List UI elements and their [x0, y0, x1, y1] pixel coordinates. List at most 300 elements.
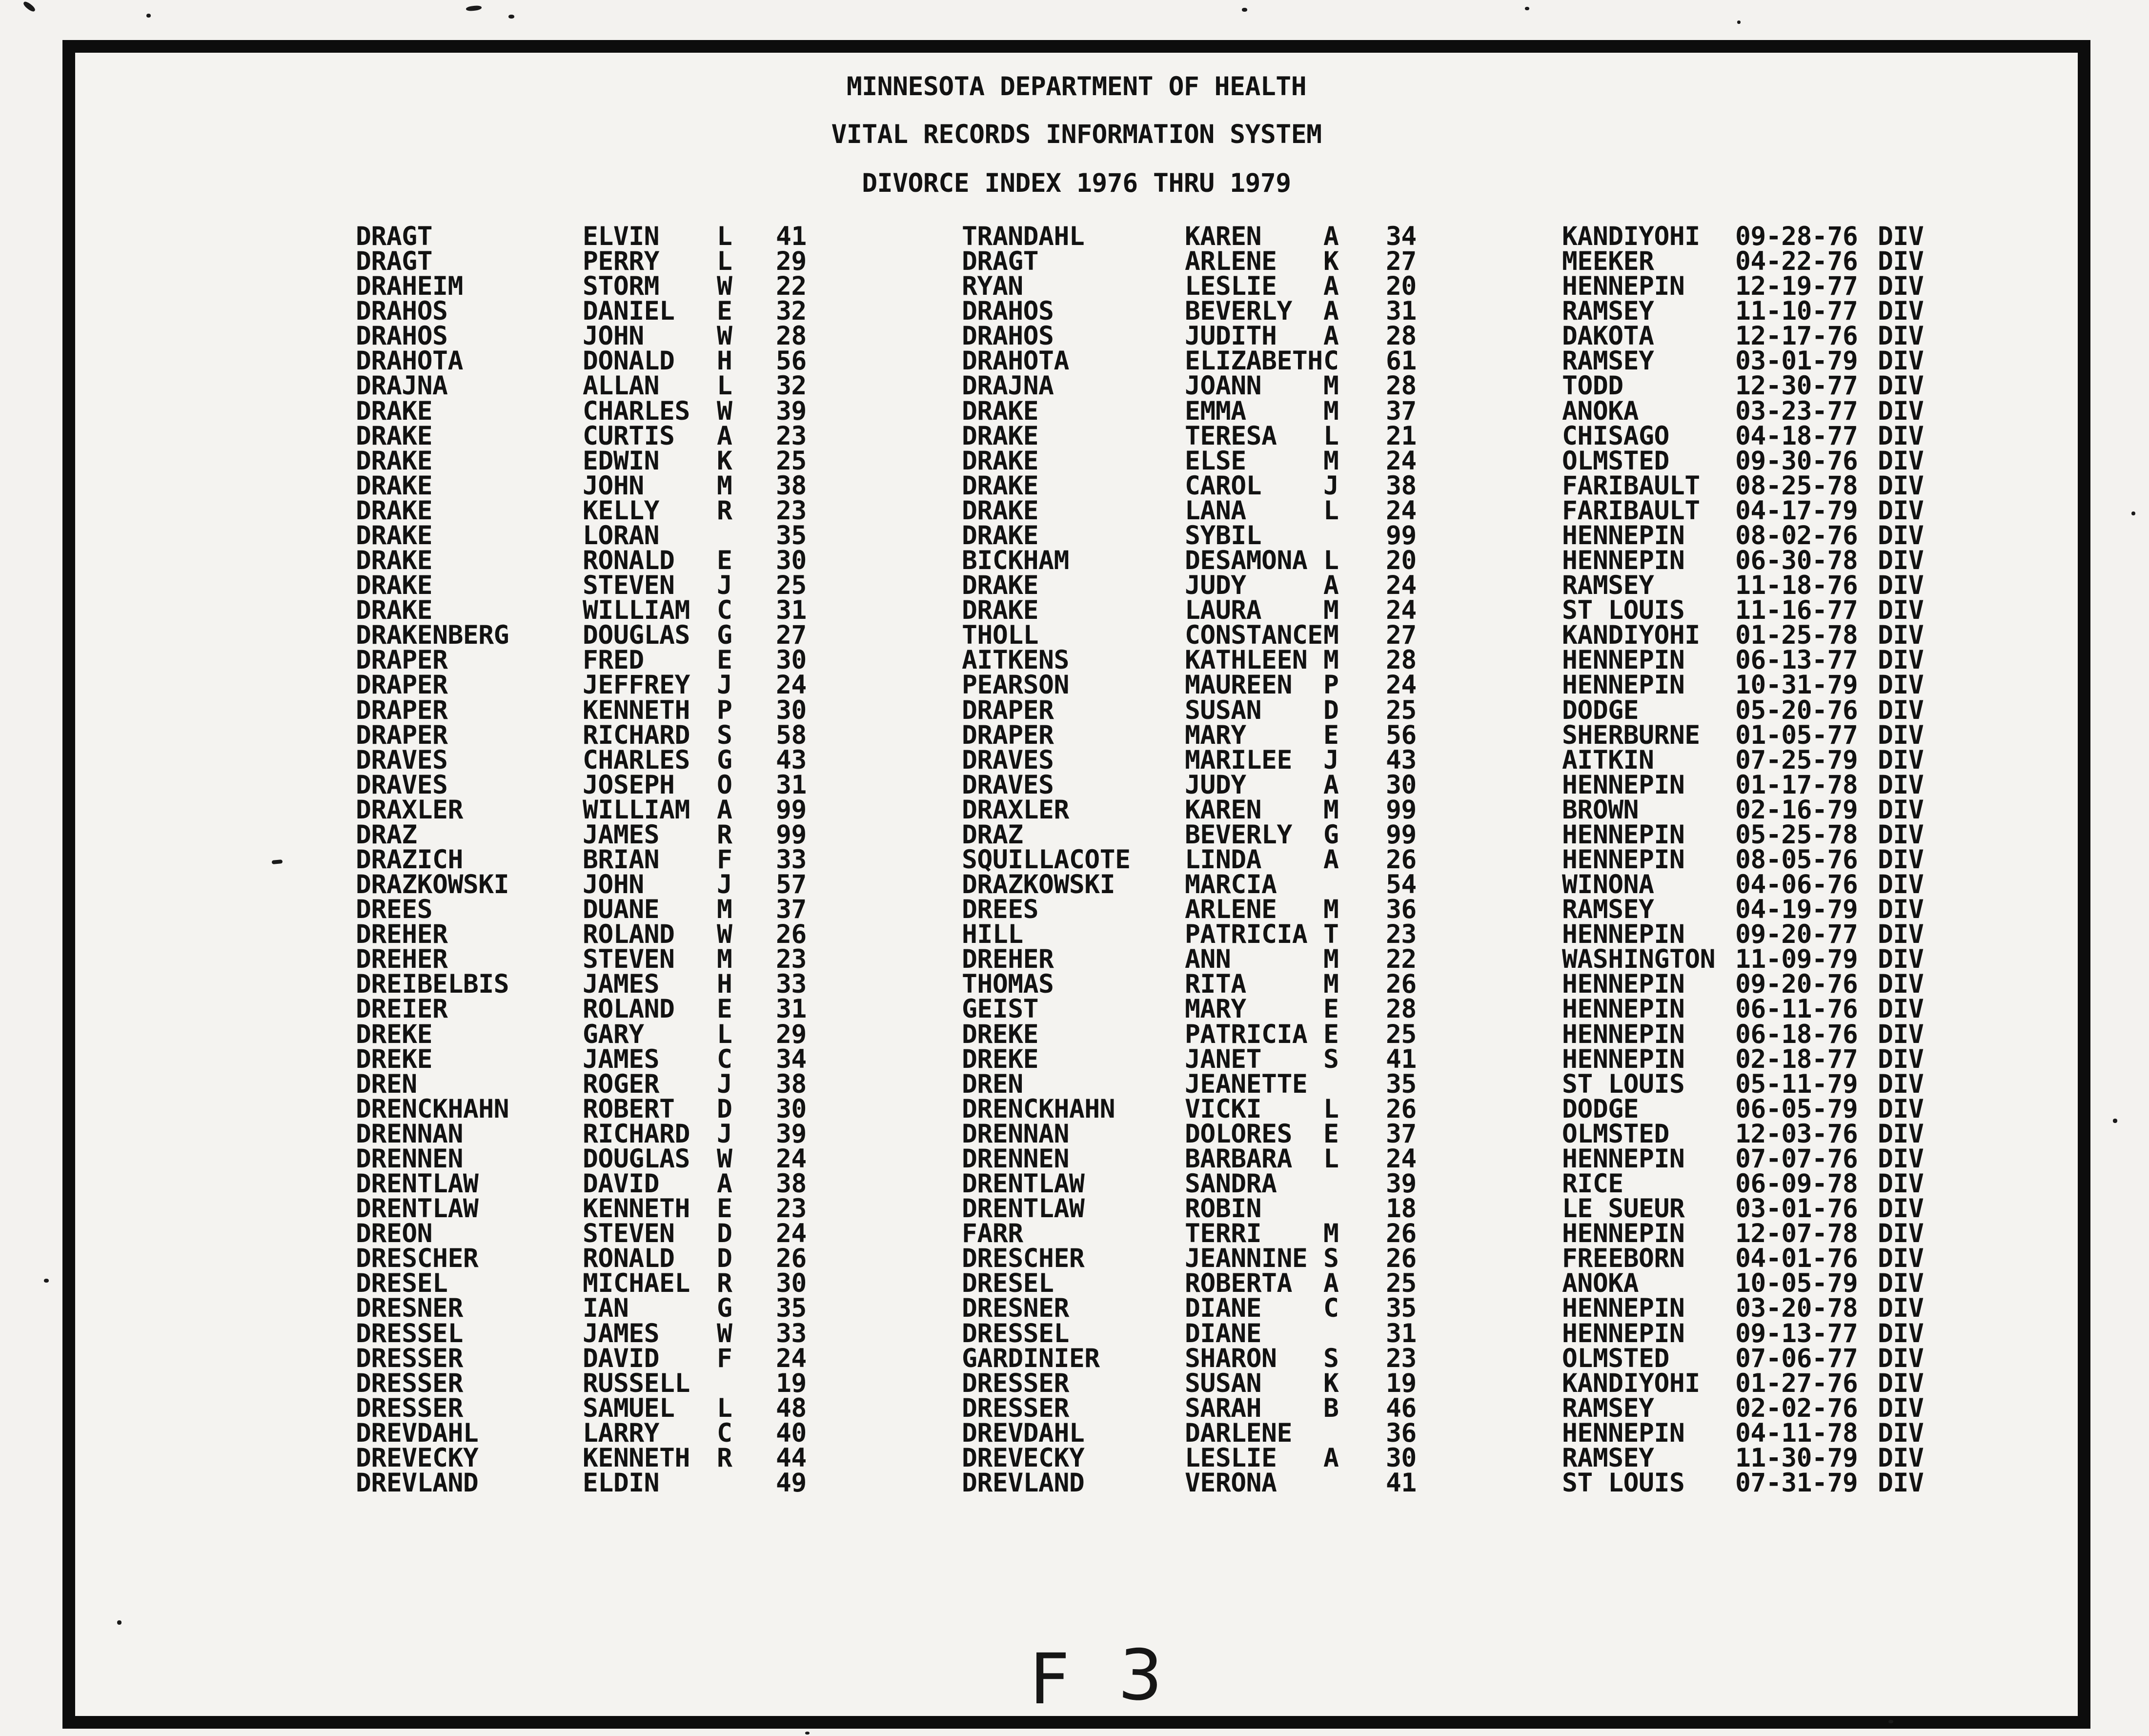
cell-surname: DRESSER: [356, 1393, 463, 1423]
cell-county: RAMSEY: [1562, 895, 1654, 924]
cell-spouse-given-name: KAREN: [1185, 795, 1262, 825]
cell-record-type: DIV: [1878, 595, 1924, 625]
table-row: [0, 770, 2149, 800]
cell-surname: DRESCHER: [356, 1244, 479, 1273]
cell-middle-initial: R: [717, 1268, 732, 1298]
cell-middle-initial: L: [717, 371, 732, 401]
cell-age: 30: [776, 1094, 807, 1124]
cell-county: RICE: [1562, 1169, 1623, 1199]
cell-middle-initial: R: [717, 1443, 732, 1473]
cell-surname: DRAKE: [356, 521, 433, 551]
cell-middle-initial: M: [717, 471, 732, 501]
cell-county: BROWN: [1562, 795, 1639, 825]
cell-spouse-given-name: KAREN: [1185, 222, 1262, 251]
cell-spouse-given-name: DARLENE: [1185, 1418, 1292, 1448]
cell-spouse-given-name: SUSAN: [1185, 695, 1262, 725]
cell-county: HENNEPIN: [1562, 1144, 1685, 1174]
cell-middle-initial: J: [717, 670, 732, 700]
cell-spouse-middle-initial: M: [1323, 1219, 1339, 1248]
cell-middle-initial: E: [717, 645, 732, 675]
cell-given-name: PERRY: [583, 246, 660, 276]
table-row: [0, 1470, 2149, 1496]
cell-spouse-surname: DREN: [962, 1069, 1023, 1099]
cell-spouse-surname: DRENTLAW: [962, 1169, 1085, 1199]
cell-given-name: FRED: [583, 645, 644, 675]
scan-speck: [117, 1620, 122, 1625]
cell-record-type: DIV: [1878, 1219, 1924, 1248]
cell-spouse-given-name: BEVERLY: [1185, 820, 1292, 850]
cell-decree-date: 12-07-78: [1735, 1219, 1858, 1248]
cell-decree-date: 08-25-78: [1735, 471, 1858, 501]
cell-given-name: STEVEN: [583, 571, 675, 600]
cell-spouse-age: 24: [1386, 670, 1417, 700]
cell-spouse-given-name: JUDY: [1185, 770, 1246, 800]
cell-spouse-middle-initial: A: [1323, 321, 1339, 351]
cell-county: HENNEPIN: [1562, 1418, 1685, 1448]
cell-decree-date: 05-11-79: [1735, 1069, 1858, 1099]
cell-spouse-age: 36: [1386, 1418, 1417, 1448]
cell-age: 24: [776, 1344, 807, 1373]
cell-decree-date: 02-02-76: [1735, 1393, 1858, 1423]
cell-given-name: ELDIN: [583, 1468, 660, 1498]
cell-record-type: DIV: [1878, 1293, 1924, 1323]
cell-decree-date: 01-27-76: [1735, 1368, 1858, 1398]
cell-middle-initial: A: [717, 795, 732, 825]
cell-spouse-given-name: VICKI: [1185, 1094, 1262, 1124]
cell-spouse-surname: PEARSON: [962, 670, 1069, 700]
scan-speck: [44, 1279, 49, 1283]
cell-decree-date: 12-19-77: [1735, 271, 1858, 301]
cell-middle-initial: C: [717, 1044, 732, 1074]
cell-given-name: DAVID: [583, 1344, 660, 1373]
cell-decree-date: 08-02-76: [1735, 521, 1858, 551]
cell-record-type: DIV: [1878, 994, 1924, 1024]
table-row: [0, 1221, 2149, 1246]
cell-spouse-surname: DRAJNA: [962, 371, 1054, 401]
cell-spouse-middle-initial: M: [1323, 595, 1339, 625]
cell-decree-date: 12-03-76: [1735, 1119, 1858, 1149]
cell-spouse-age: 38: [1386, 471, 1417, 501]
cell-spouse-surname: HILL: [962, 919, 1023, 949]
cell-spouse-age: 28: [1386, 994, 1417, 1024]
cell-spouse-middle-initial: A: [1323, 271, 1339, 301]
cell-age: 40: [776, 1418, 807, 1448]
cell-spouse-surname: DRAZ: [962, 820, 1023, 850]
cell-record-type: DIV: [1878, 346, 1924, 376]
cell-spouse-middle-initial: E: [1323, 720, 1339, 750]
cell-spouse-age: 26: [1386, 845, 1417, 875]
cell-county: OLMSTED: [1562, 1119, 1669, 1149]
cell-spouse-age: 27: [1386, 246, 1417, 276]
cell-record-type: DIV: [1878, 1418, 1924, 1448]
table-row: [0, 919, 2149, 949]
cell-age: 23: [776, 944, 807, 974]
cell-record-type: DIV: [1878, 820, 1924, 850]
cell-age: 30: [776, 1268, 807, 1298]
table-row: [0, 421, 2149, 451]
cell-record-type: DIV: [1878, 1194, 1924, 1224]
cell-spouse-given-name: ROBERTA: [1185, 1268, 1292, 1298]
cell-record-type: DIV: [1878, 371, 1924, 401]
cell-age: 25: [776, 571, 807, 600]
cell-record-type: DIV: [1878, 496, 1924, 526]
cell-given-name: RUSSELL: [583, 1368, 690, 1398]
cell-spouse-age: 37: [1386, 1119, 1417, 1149]
cell-county: KANDIYOHI: [1562, 620, 1700, 650]
cell-given-name: WILLIAM: [583, 595, 690, 625]
cell-spouse-given-name: ARLENE: [1185, 246, 1277, 276]
cell-spouse-given-name: LINDA: [1185, 845, 1262, 875]
cell-spouse-middle-initial: L: [1323, 546, 1339, 575]
cell-given-name: EDWIN: [583, 446, 660, 476]
cell-spouse-age: 26: [1386, 1094, 1417, 1124]
cell-middle-initial: H: [717, 969, 732, 999]
cell-spouse-given-name: CONSTANCE: [1185, 620, 1323, 650]
cell-middle-initial: R: [717, 496, 732, 526]
cell-given-name: DAVID: [583, 1169, 660, 1199]
cell-spouse-middle-initial: K: [1323, 1368, 1339, 1398]
cell-spouse-age: 18: [1386, 1194, 1417, 1224]
cell-given-name: MICHAEL: [583, 1268, 690, 1298]
cell-surname: DREVECKY: [356, 1443, 479, 1473]
cell-county: DODGE: [1562, 695, 1639, 725]
cell-middle-initial: W: [717, 1144, 732, 1174]
cell-county: HENNEPIN: [1562, 845, 1685, 875]
cell-middle-initial: H: [717, 346, 732, 376]
cell-middle-initial: W: [717, 321, 732, 351]
cell-given-name: DOUGLAS: [583, 620, 690, 650]
cell-county: TODD: [1562, 371, 1623, 401]
cell-spouse-surname: DRESEL: [962, 1268, 1054, 1298]
cell-spouse-middle-initial: E: [1323, 1020, 1339, 1049]
table-row: [0, 670, 2149, 700]
cell-given-name: JAMES: [583, 1319, 660, 1348]
cell-given-name: STEVEN: [583, 944, 675, 974]
cell-decree-date: 07-06-77: [1735, 1344, 1858, 1373]
cell-decree-date: 07-07-76: [1735, 1144, 1858, 1174]
table-row: [0, 523, 2149, 549]
cell-county: HENNEPIN: [1562, 1319, 1685, 1348]
cell-spouse-age: 24: [1386, 496, 1417, 526]
cell-spouse-middle-initial: P: [1323, 670, 1339, 700]
cell-county: KANDIYOHI: [1562, 222, 1700, 251]
cell-spouse-age: 56: [1386, 720, 1417, 750]
cell-spouse-surname: DRAVES: [962, 745, 1054, 775]
cell-spouse-given-name: TERRI: [1185, 1219, 1262, 1248]
cell-surname: DRAZKOWSKI: [356, 870, 509, 899]
cell-given-name: IAN: [583, 1293, 629, 1323]
cell-decree-date: 04-22-76: [1735, 246, 1858, 276]
cell-record-type: DIV: [1878, 1169, 1924, 1199]
scan-speck: [2131, 511, 2135, 515]
cell-given-name: KENNETH: [583, 1194, 690, 1224]
cell-surname: DRAKE: [356, 421, 433, 451]
cell-middle-initial: J: [717, 1069, 732, 1099]
cell-age: 25: [776, 446, 807, 476]
cell-surname: DRAGT: [356, 246, 433, 276]
cell-record-type: DIV: [1878, 1094, 1924, 1124]
cell-record-type: DIV: [1878, 271, 1924, 301]
cell-middle-initial: M: [717, 944, 732, 974]
cell-given-name: KENNETH: [583, 695, 690, 725]
cell-spouse-age: 24: [1386, 571, 1417, 600]
cell-spouse-surname: DREES: [962, 895, 1039, 924]
cell-decree-date: 09-20-77: [1735, 919, 1858, 949]
table-row: [0, 897, 2149, 922]
cell-spouse-surname: DRESSER: [962, 1368, 1069, 1398]
cell-age: 99: [776, 795, 807, 825]
cell-spouse-age: 61: [1386, 346, 1417, 376]
cell-spouse-surname: DRAHOTA: [962, 346, 1069, 376]
scan-speck: [2113, 1119, 2117, 1123]
cell-spouse-middle-initial: M: [1323, 969, 1339, 999]
cell-spouse-given-name: DESAMONA: [1185, 546, 1308, 575]
cell-surname: DRAVES: [356, 745, 448, 775]
cell-spouse-given-name: MARILEE: [1185, 745, 1292, 775]
cell-given-name: ROLAND: [583, 919, 675, 949]
cell-given-name: JOSEPH: [583, 770, 675, 800]
cell-record-type: DIV: [1878, 1244, 1924, 1273]
cell-spouse-middle-initial: S: [1323, 1344, 1339, 1373]
cell-spouse-surname: FARR: [962, 1219, 1023, 1248]
cell-age: 58: [776, 720, 807, 750]
cell-county: FARIBAULT: [1562, 496, 1700, 526]
cell-middle-initial: G: [717, 620, 732, 650]
cell-record-type: DIV: [1878, 521, 1924, 551]
cell-spouse-middle-initial: M: [1323, 645, 1339, 675]
cell-record-type: DIV: [1878, 845, 1924, 875]
cell-county: DODGE: [1562, 1094, 1639, 1124]
cell-spouse-age: 39: [1386, 1169, 1417, 1199]
cell-spouse-middle-initial: E: [1323, 1119, 1339, 1149]
cell-age: 30: [776, 645, 807, 675]
table-row: [0, 296, 2149, 326]
cell-spouse-given-name: JEANNINE: [1185, 1244, 1308, 1273]
table-row: [0, 1196, 2149, 1222]
table-row: [0, 1443, 2149, 1473]
cell-surname: DREON: [356, 1219, 433, 1248]
cell-age: 26: [776, 1244, 807, 1273]
cell-county: HENNEPIN: [1562, 645, 1685, 675]
cell-spouse-surname: DRESCHER: [962, 1244, 1085, 1273]
table-row: [0, 822, 2149, 848]
cell-record-type: DIV: [1878, 1393, 1924, 1423]
cell-surname: DRESSER: [356, 1368, 463, 1398]
cell-spouse-given-name: PATRICIA: [1185, 1020, 1308, 1049]
cell-given-name: JAMES: [583, 820, 660, 850]
cell-spouse-age: 34: [1386, 222, 1417, 251]
cell-spouse-age: 99: [1386, 795, 1417, 825]
table-row: [0, 745, 2149, 775]
cell-decree-date: 10-05-79: [1735, 1268, 1858, 1298]
cell-decree-date: 11-09-79: [1735, 944, 1858, 974]
cell-record-type: DIV: [1878, 795, 1924, 825]
cell-decree-date: 12-17-76: [1735, 321, 1858, 351]
cell-spouse-surname: DRAPER: [962, 720, 1054, 750]
cell-spouse-surname: DRAPER: [962, 695, 1054, 725]
cell-record-type: DIV: [1878, 246, 1924, 276]
cell-record-type: DIV: [1878, 670, 1924, 700]
cell-spouse-middle-initial: A: [1323, 770, 1339, 800]
cell-decree-date: 11-18-76: [1735, 571, 1858, 600]
cell-spouse-age: 23: [1386, 919, 1417, 949]
cell-spouse-middle-initial: C: [1323, 346, 1339, 376]
cell-record-type: DIV: [1878, 296, 1924, 326]
cell-decree-date: 04-06-76: [1735, 870, 1858, 899]
table-row: [0, 473, 2149, 499]
cell-county: RAMSEY: [1562, 1393, 1654, 1423]
cell-county: HENNEPIN: [1562, 770, 1685, 800]
cell-spouse-middle-initial: M: [1323, 795, 1339, 825]
cell-record-type: DIV: [1878, 1119, 1924, 1149]
cell-given-name: LARRY: [583, 1418, 660, 1448]
cell-record-type: DIV: [1878, 1468, 1924, 1498]
cell-spouse-age: 99: [1386, 820, 1417, 850]
document-title-line1: MINNESOTA DEPARTMENT OF HEALTH: [846, 72, 1307, 102]
cell-middle-initial: D: [717, 1244, 732, 1273]
cell-age: 26: [776, 919, 807, 949]
cell-spouse-given-name: ANN: [1185, 944, 1231, 974]
cell-decree-date: 10-31-79: [1735, 670, 1858, 700]
cell-spouse-age: 41: [1386, 1468, 1417, 1498]
cell-spouse-given-name: KATHLEEN: [1185, 645, 1308, 675]
cell-decree-date: 07-25-79: [1735, 745, 1858, 775]
cell-decree-date: 09-28-76: [1735, 222, 1858, 251]
cell-spouse-middle-initial: A: [1323, 222, 1339, 251]
cell-record-type: DIV: [1878, 919, 1924, 949]
cell-surname: DRAPER: [356, 720, 448, 750]
cell-spouse-surname: DRAVES: [962, 770, 1054, 800]
table-row: [0, 271, 2149, 301]
cell-surname: DRAHOS: [356, 321, 448, 351]
scan-speck: [508, 15, 514, 19]
scan-speck: [1242, 8, 1247, 12]
cell-spouse-surname: DREVECKY: [962, 1443, 1085, 1473]
cell-age: 37: [776, 895, 807, 924]
cell-decree-date: 03-23-77: [1735, 396, 1858, 426]
cell-county: HENNEPIN: [1562, 1020, 1685, 1049]
cell-surname: DRAGT: [356, 222, 433, 251]
cell-spouse-given-name: MAUREEN: [1185, 670, 1292, 700]
cell-record-type: DIV: [1878, 1020, 1924, 1049]
cell-spouse-given-name: SANDRA: [1185, 1169, 1277, 1199]
cell-record-type: DIV: [1878, 571, 1924, 600]
cell-decree-date: 06-11-76: [1735, 994, 1858, 1024]
cell-decree-date: 01-05-77: [1735, 720, 1858, 750]
cell-spouse-given-name: BARBARA: [1185, 1144, 1292, 1174]
cell-age: 30: [776, 546, 807, 575]
cell-middle-initial: W: [717, 919, 732, 949]
cell-surname: DREKE: [356, 1044, 433, 1074]
handwritten-page-mark: [1025, 1634, 1220, 1720]
cell-spouse-age: 28: [1386, 321, 1417, 351]
cell-spouse-surname: DRENCKHAHN: [962, 1094, 1115, 1124]
cell-record-type: DIV: [1878, 969, 1924, 999]
cell-age: 32: [776, 371, 807, 401]
cell-spouse-surname: DRAZKOWSKI: [962, 870, 1115, 899]
cell-surname: DREES: [356, 895, 433, 924]
cell-spouse-surname: GEIST: [962, 994, 1039, 1024]
cell-surname: DRAZ: [356, 820, 417, 850]
cell-surname: DRAZICH: [356, 845, 463, 875]
cell-spouse-given-name: ROBIN: [1185, 1194, 1262, 1224]
cell-surname: DRAHOTA: [356, 346, 463, 376]
cell-surname: DRAKE: [356, 546, 433, 575]
cell-spouse-middle-initial: E: [1323, 994, 1339, 1024]
cell-county: HENNEPIN: [1562, 670, 1685, 700]
cell-age: 56: [776, 346, 807, 376]
cell-record-type: DIV: [1878, 1069, 1924, 1099]
cell-age: 35: [776, 1293, 807, 1323]
table-row: [0, 595, 2149, 625]
cell-surname: DRAKENBERG: [356, 620, 509, 650]
cell-age: 43: [776, 745, 807, 775]
cell-spouse-middle-initial: S: [1323, 1044, 1339, 1074]
table-row: [0, 573, 2149, 598]
cell-surname: DREIER: [356, 994, 448, 1024]
cell-record-type: DIV: [1878, 471, 1924, 501]
cell-given-name: ROBERT: [583, 1094, 675, 1124]
cell-spouse-surname: DREKE: [962, 1044, 1039, 1074]
cell-spouse-middle-initial: A: [1323, 1268, 1339, 1298]
cell-surname: DRESSER: [356, 1344, 463, 1373]
table-row: [0, 1418, 2149, 1448]
cell-spouse-given-name: SHARON: [1185, 1344, 1277, 1373]
cell-spouse-age: 28: [1386, 371, 1417, 401]
cell-county: ST LOUIS: [1562, 1468, 1685, 1498]
cell-surname: DRENCKHAHN: [356, 1094, 509, 1124]
cell-record-type: DIV: [1878, 1044, 1924, 1074]
cell-record-type: DIV: [1878, 770, 1924, 800]
table-row: [0, 620, 2149, 650]
cell-spouse-surname: AITKENS: [962, 645, 1069, 675]
cell-county: ST LOUIS: [1562, 1069, 1685, 1099]
cell-decree-date: 08-05-76: [1735, 845, 1858, 875]
cell-age: 39: [776, 1119, 807, 1149]
cell-decree-date: 03-20-78: [1735, 1293, 1858, 1323]
cell-age: 19: [776, 1368, 807, 1398]
cell-decree-date: 03-01-79: [1735, 346, 1858, 376]
cell-spouse-middle-initial: S: [1323, 1244, 1339, 1273]
cell-decree-date: 12-30-77: [1735, 371, 1858, 401]
cell-spouse-surname: DRAKE: [962, 496, 1039, 526]
cell-spouse-age: 30: [1386, 1443, 1417, 1473]
cell-spouse-given-name: LANA: [1185, 496, 1246, 526]
cell-given-name: CHARLES: [583, 396, 690, 426]
cell-spouse-age: 25: [1386, 695, 1417, 725]
cell-spouse-middle-initial: K: [1323, 246, 1339, 276]
cell-decree-date: 01-17-78: [1735, 770, 1858, 800]
cell-record-type: DIV: [1878, 944, 1924, 974]
cell-county: OLMSTED: [1562, 446, 1669, 476]
cell-spouse-age: 19: [1386, 1368, 1417, 1398]
cell-middle-initial: F: [717, 1344, 732, 1373]
document-title-line2: VITAL RECORDS INFORMATION SYSTEM: [831, 120, 1322, 149]
cell-county: HENNEPIN: [1562, 271, 1685, 301]
table-row: [0, 548, 2149, 573]
cell-record-type: DIV: [1878, 1319, 1924, 1348]
cell-spouse-surname: DRAKE: [962, 595, 1039, 625]
cell-spouse-given-name: MARCIA: [1185, 870, 1277, 899]
page-mark-number: 3: [1117, 1634, 1164, 1717]
document-title-line3: DIVORCE INDEX 1976 THRU 1979: [862, 168, 1291, 198]
cell-spouse-middle-initial: M: [1323, 620, 1339, 650]
cell-age: 31: [776, 770, 807, 800]
cell-spouse-middle-initial: M: [1323, 446, 1339, 476]
cell-age: 24: [776, 1219, 807, 1248]
cell-age: 30: [776, 695, 807, 725]
cell-spouse-middle-initial: L: [1323, 496, 1339, 526]
